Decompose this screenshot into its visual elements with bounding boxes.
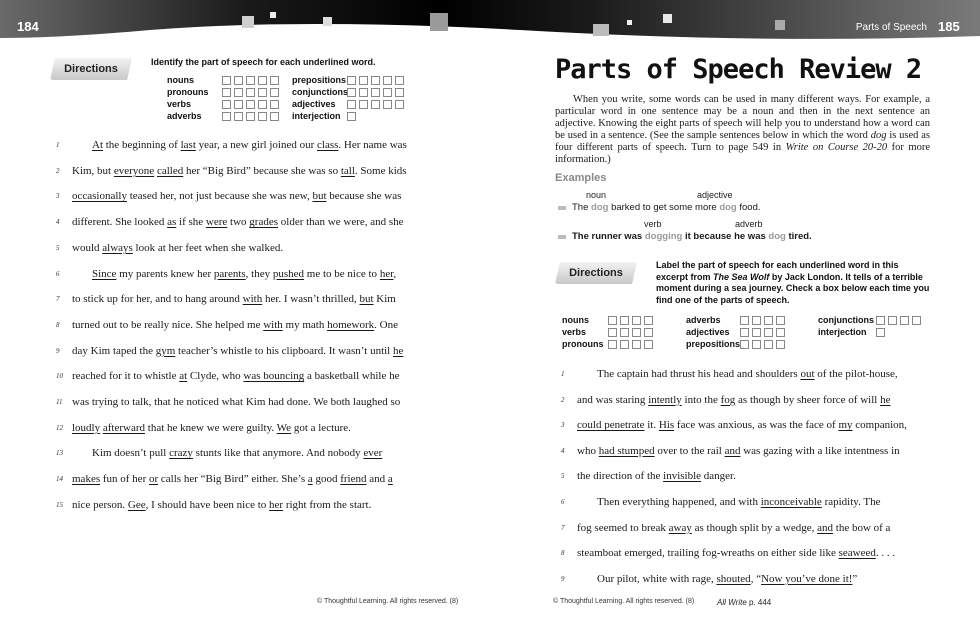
example-label: verb bbox=[644, 219, 662, 229]
passage-line: loudly afterward that he knew we were guilty. We got a lecture. bbox=[72, 421, 351, 434]
footer-reference: All Write p. 444 bbox=[717, 598, 772, 607]
line-number: 8 bbox=[56, 320, 60, 329]
checklist-label: pronouns bbox=[562, 339, 604, 349]
passage-line: Our pilot, white with rage, shouted, “Now you’ve done it!” bbox=[597, 572, 858, 585]
bullet-icon bbox=[558, 235, 566, 239]
page-number-left: 184 bbox=[17, 19, 39, 34]
passage-line: and was staring intently into the fog as though by sheer force of will he bbox=[577, 393, 891, 406]
examples-heading: Examples bbox=[555, 172, 607, 184]
passage-line: to stick up for her, and to hang around with her. I wasn’t thrilled, but Kim bbox=[72, 293, 396, 306]
passage-line: Then everything happened, and with inconceivable rapidity. The bbox=[597, 496, 881, 508]
line-number: 4 bbox=[56, 218, 60, 227]
checklist-label: adverbs bbox=[686, 315, 721, 325]
checkbox-row[interactable] bbox=[740, 328, 788, 336]
line-number: 9 bbox=[56, 346, 60, 355]
passage-line: was trying to talk, that he noticed what Kim had done. We both laughed so bbox=[72, 396, 401, 408]
line-number: 6 bbox=[56, 269, 60, 278]
passage-line: different. She looked as if she were two grades older than we were, and she bbox=[72, 216, 404, 229]
passage-line: could penetrate it. His face was anxious, as was the face of my companion, bbox=[577, 419, 907, 432]
checkbox-row[interactable] bbox=[740, 340, 788, 348]
footer-left: © Thoughtful Learning. All rights reserved. (8) bbox=[317, 598, 459, 605]
passage-line: the direction of the invisible danger. bbox=[577, 470, 736, 483]
line-number: 12 bbox=[56, 423, 63, 432]
page-number-right: 185 bbox=[938, 19, 960, 34]
directions-tab-left: Directions bbox=[50, 58, 132, 80]
line-number: 4 bbox=[561, 446, 565, 455]
line-number: 6 bbox=[561, 498, 565, 506]
checklist-label: conjunctions bbox=[818, 315, 874, 325]
directions-text-right: Label the part of speech for each underlined word in this excerpt from The Sea Wolf by Jack London. It tells of a terrible moment during a sea journey. Check a box below each time you find one of the parts of speech. bbox=[656, 260, 930, 305]
passage-line: occasionally teased her, not just because she was new, but because she was bbox=[72, 190, 402, 203]
checkbox-row[interactable] bbox=[876, 316, 924, 324]
passage-line: Since my parents knew her parents, they pushed me to be nice to her, bbox=[92, 267, 397, 280]
passage-line: turned out to be really nice. She helped me with my math homework. One bbox=[72, 318, 398, 331]
example-label: noun bbox=[586, 190, 607, 200]
checkbox-row[interactable] bbox=[608, 328, 656, 336]
checkbox-row[interactable] bbox=[222, 112, 282, 120]
checklist-label: nouns bbox=[562, 315, 589, 325]
example-label: adverb bbox=[735, 219, 763, 229]
checkbox-row[interactable] bbox=[608, 340, 656, 348]
page-banner bbox=[0, 0, 980, 44]
passage-line: At the beginning of last year, a new girl joined our class. Her name was bbox=[92, 139, 407, 151]
checkbox-row[interactable] bbox=[222, 76, 282, 84]
checkbox-row[interactable] bbox=[740, 316, 788, 324]
line-number: 11 bbox=[56, 398, 63, 406]
line-number: 2 bbox=[561, 395, 565, 404]
checklist-label: adjectives bbox=[686, 327, 730, 337]
checkbox-row[interactable] bbox=[608, 316, 656, 324]
line-number: 3 bbox=[561, 421, 565, 430]
checklist-label: adverbs bbox=[167, 111, 202, 121]
line-number: 15 bbox=[56, 500, 63, 509]
passage-line: day Kim taped the gym teacher’s whistle to his clipboard. It wasn’t until he bbox=[72, 344, 404, 357]
line-number: 5 bbox=[561, 472, 565, 481]
checkbox-row[interactable] bbox=[347, 88, 407, 96]
bullet-icon bbox=[558, 206, 566, 210]
line-number: 7 bbox=[56, 295, 60, 304]
passage-line: would always look at her feet when she walked. bbox=[72, 241, 284, 254]
example-sentence-1: The dog barked to get some more dog food. bbox=[572, 202, 761, 213]
banner-art bbox=[0, 0, 980, 44]
passage-line: nice person. Gee, I should have been nice to her right from the start. bbox=[72, 498, 372, 511]
checklist-label: verbs bbox=[167, 99, 192, 109]
line-number: 13 bbox=[56, 449, 63, 458]
passage-line: Kim, but everyone called her “Big Bird” because she was so tall. Some kids bbox=[72, 164, 407, 177]
checkbox-row[interactable] bbox=[222, 88, 282, 96]
checklist-label: interjection bbox=[292, 111, 341, 121]
directions-text-left: Identify the part of speech for each underlined word. bbox=[151, 57, 376, 67]
checklist-label: conjunctions bbox=[292, 87, 348, 97]
line-number: 10 bbox=[56, 372, 63, 381]
line-number: 5 bbox=[56, 243, 60, 252]
passage-line: steamboat emerged, trailing fog-wreaths on either side like seaweed. . . . bbox=[577, 547, 896, 560]
checklist-label: prepositions bbox=[686, 339, 741, 349]
checkbox-row[interactable] bbox=[347, 100, 407, 108]
intro-paragraph: When you write, some words can be used in many different ways. For example, a particular word in one sentence may be a noun and then in the next sentence an adjective. Knowing the eight parts of speech will help you to understand how a word can be used in a sentence. (See the sample sentences below in which the word dog is used as four different parts of speech. Turn to page 549 in Write on Course 20-20 for more information.) bbox=[555, 94, 931, 165]
checklist-label: pronouns bbox=[167, 87, 209, 97]
line-number: 3 bbox=[56, 192, 60, 201]
checkbox-row[interactable] bbox=[222, 100, 282, 108]
section-title: Parts of Speech bbox=[855, 22, 927, 33]
line-number: 9 bbox=[561, 574, 565, 583]
line-number: 8 bbox=[561, 549, 565, 558]
checklist-label: adjectives bbox=[292, 99, 336, 109]
checklist-label: interjection bbox=[818, 327, 867, 337]
line-number: 1 bbox=[561, 370, 565, 378]
checkbox-row[interactable] bbox=[347, 112, 359, 120]
line-number: 14 bbox=[56, 475, 63, 484]
checklist-label: verbs bbox=[562, 327, 587, 337]
passage-line: who had stumped over to the rail and was gazing with a like intentness in bbox=[577, 444, 900, 457]
line-number: 2 bbox=[56, 166, 60, 175]
example-sentence-2: The runner was dogging it because he was dog tired. bbox=[572, 231, 812, 242]
page-title: Parts of Speech Review 2 bbox=[555, 54, 922, 85]
checkbox-row[interactable] bbox=[876, 328, 888, 336]
checklist-label: prepositions bbox=[292, 75, 347, 85]
passage-line: makes fun of her or calls her “Big Bird” either. She’s a good friend and a bbox=[72, 473, 393, 486]
directions-tab-right: Directions bbox=[555, 262, 637, 284]
passage-line: reached for it to whistle at Clyde, who was bouncing a basketball while he bbox=[72, 370, 400, 383]
passage-line: fog seemed to break away as though split by a wedge, and the bow of a bbox=[577, 521, 891, 534]
checkbox-row[interactable] bbox=[347, 76, 407, 84]
line-number: 1 bbox=[56, 141, 60, 149]
checklist-label: nouns bbox=[167, 75, 194, 85]
example-label: adjective bbox=[697, 190, 733, 200]
passage-line: Kim doesn’t pull crazy stunts like that anymore. And nobody ever bbox=[92, 447, 383, 460]
footer-right-copyright: © Thoughtful Learning. All rights reserved. (8) bbox=[553, 598, 695, 605]
passage-line: The captain had thrust his head and shoulders out of the pilot-house, bbox=[597, 368, 898, 380]
line-number: 7 bbox=[561, 523, 565, 532]
